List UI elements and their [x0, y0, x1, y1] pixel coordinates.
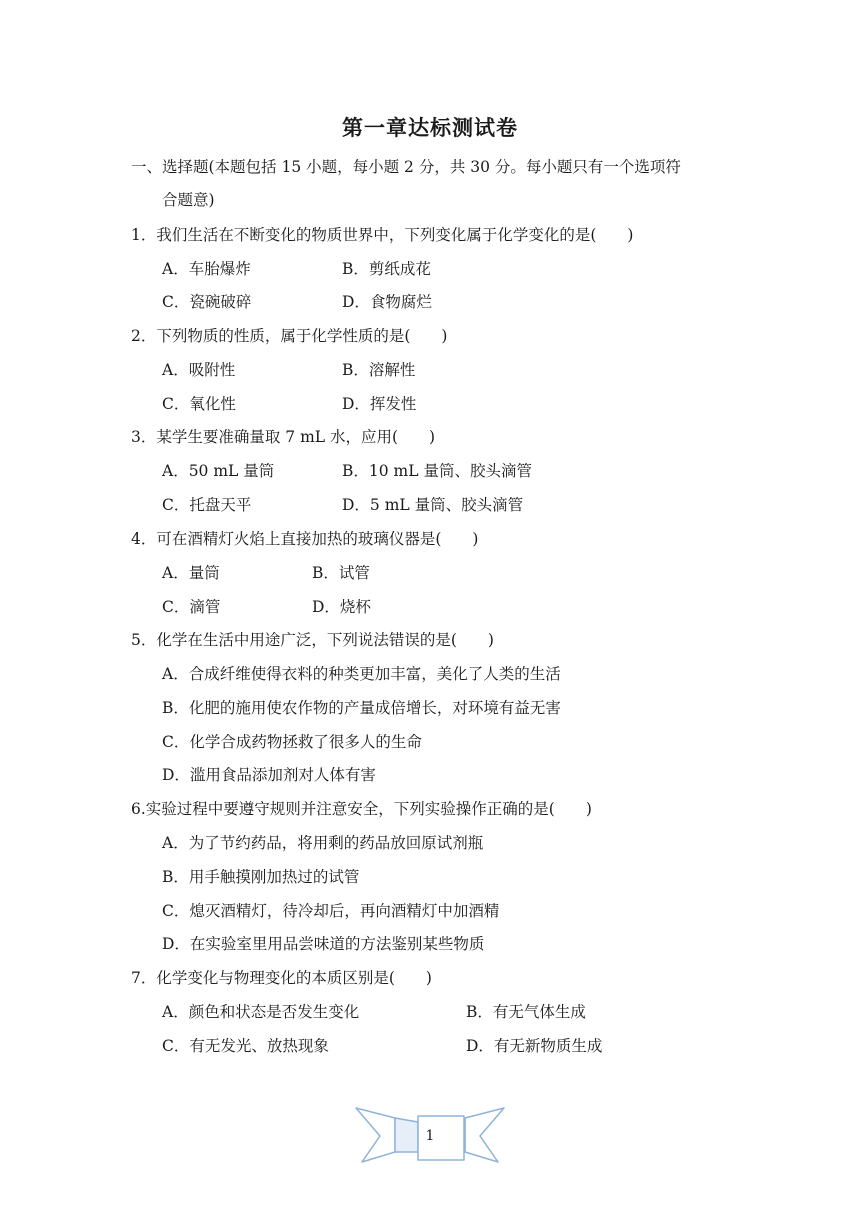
page-number: 1	[425, 1128, 435, 1144]
question-6-option-d: D．在实验室里用品尝味道的方法鉴别某些物质	[162, 935, 485, 953]
question-6-option-b: B．用手触摸刚加热过的试管	[162, 868, 360, 886]
question-4-option-c: C．滴管	[162, 598, 221, 616]
question-2-option-a: A．吸附性	[162, 361, 236, 379]
question-5-option-a: A．合成纤维使得衣料的种类更加丰富，美化了人类的生活	[162, 665, 561, 683]
question-5-stem: 5．化学在生活中用途广泛，下列说法错误的是( )	[131, 631, 494, 649]
question-6-option-c: C．熄灭酒精灯，待冷却后，再向酒精灯中加酒精	[162, 902, 500, 920]
question-2-option-b: B．溶解性	[342, 361, 416, 379]
question-7-stem: 7．化学变化与物理变化的本质区别是( )	[131, 969, 432, 987]
question-1-option-c: C．瓷碗破碎	[162, 293, 252, 311]
section-heading-line-1: 一、选择题(本题包括 15 小题，每小题 2 分，共 30 分。每小题只有一个选项符	[131, 158, 681, 176]
question-7-option-c: C．有无发光、放热现象	[162, 1037, 329, 1055]
question-2-stem: 2．下列物质的性质，属于化学性质的是( )	[131, 327, 448, 345]
question-3-option-d: D．5 mL 量筒、胶头滴管	[342, 496, 524, 514]
question-4-option-b: B．试管	[312, 564, 370, 582]
question-1-stem: 1．我们生活在不断变化的物质世界中，下列变化属于化学变化的是( )	[131, 226, 634, 244]
page-title: 第一章达标测试卷	[342, 115, 518, 140]
question-4-option-a: A．量筒	[162, 564, 220, 582]
question-5-option-c: C．化学合成药物拯救了很多人的生命	[162, 733, 422, 751]
question-7-option-a: A．颜色和状态是否发生变化	[162, 1003, 360, 1021]
question-6-stem: 6.实验过程中要遵守规则并注意安全，下列实验操作正确的是( )	[131, 800, 592, 818]
question-5-option-b: B．化肥的施用使农作物的产量成倍增长，对环境有益无害	[162, 699, 561, 717]
question-2-option-c: C．氧化性	[162, 395, 236, 413]
question-3-option-a: A．50 mL 量筒	[162, 462, 275, 480]
question-3-option-b: B．10 mL 量筒、胶头滴管	[342, 462, 532, 480]
question-4-stem: 4．可在酒精灯火焰上直接加热的玻璃仪器是( )	[131, 530, 479, 548]
question-4-option-d: D．烧杯	[312, 598, 371, 616]
question-2-option-d: D．挥发性	[342, 395, 417, 413]
question-1-option-b: B．剪纸成花	[342, 260, 431, 278]
question-7-option-b: B．有无气体生成	[466, 1003, 586, 1021]
question-1-option-a: A．车胎爆炸	[162, 260, 251, 278]
section-heading-line-2: 合题意)	[162, 191, 215, 209]
question-3-option-c: C．托盘天平	[162, 496, 252, 514]
question-6-option-a: A．为了节约药品，将用剩的药品放回原试剂瓶	[162, 834, 484, 852]
question-5-option-d: D．滥用食品添加剂对人体有害	[162, 766, 376, 784]
question-7-option-d: D．有无新物质生成	[466, 1037, 603, 1055]
question-1-option-d: D．食物腐烂	[342, 293, 432, 311]
question-3-stem: 3．某学生要准确量取 7 mL 水，应用( )	[131, 428, 436, 446]
